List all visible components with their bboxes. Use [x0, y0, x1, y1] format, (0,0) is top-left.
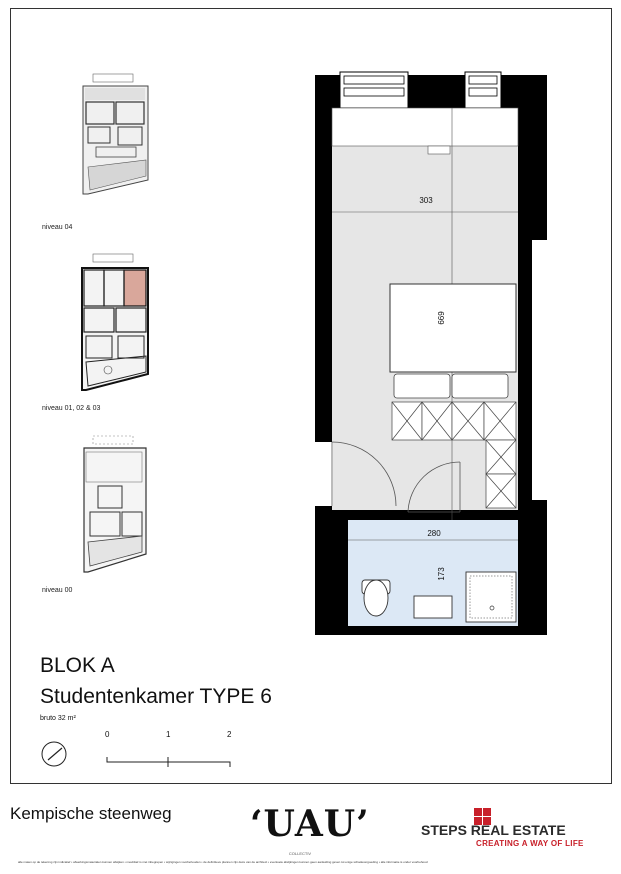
plan-window-left [340, 72, 408, 108]
scale-tick-2: 2 [227, 730, 232, 739]
shower [466, 572, 516, 622]
room-type-title: Studentenkamer TYPE 6 [40, 685, 272, 708]
floor-thumb-niveau-04 [78, 72, 158, 197]
uau-logo-text: ‘UAU’ [250, 803, 370, 845]
plan-window-right [465, 72, 501, 108]
window-sill [332, 108, 518, 146]
sink [414, 596, 452, 618]
dimension-280: 280 [427, 529, 441, 538]
dimension-303: 303 [419, 196, 433, 205]
scale-tick-0: 0 [105, 730, 110, 739]
dimension-173: 173 [437, 567, 446, 581]
street-name: Kempische steenweg [10, 804, 172, 823]
floor-thumb-niveau-01-02-03 [78, 252, 158, 392]
floor-plan-type-6 [300, 60, 552, 635]
north-arrow-icon [40, 740, 70, 770]
floor-label-niveau-00: niveau 00 [42, 587, 73, 594]
block-title: BLOK A [40, 654, 115, 677]
steps-real-estate-logo: STEPS REAL ESTATE [421, 822, 566, 838]
disclaimer-text: alle maten op de tekening zijn indicatief • afwerkingsmaterialen kunnen afwijken • meubilair is niet inbegrepen • wijzigingen voorbehouden • de definitieve plannen zijn deze van de architect • eventuele afwijkingen kunnen geen aanleiding geven tot enige schadevergoeding • alle informatie is onder voorbehoud [18, 860, 428, 864]
scale-tick-1: 1 [166, 730, 171, 739]
bed [390, 284, 516, 372]
dimension-669: 669 [437, 311, 446, 325]
steps-tagline: CREATING A WAY OF LIFE [476, 839, 584, 848]
uau-logo-subtext: COLLECTIV [288, 851, 312, 856]
floor-label-niveau-01-02-03: niveau 01, 02 & 03 [42, 405, 101, 412]
scale-bar [106, 756, 232, 768]
floor-thumb-niveau-00 [78, 434, 158, 574]
area-label: bruto 32 m² [40, 715, 76, 722]
floor-label-niveau-04: niveau 04 [42, 224, 73, 231]
